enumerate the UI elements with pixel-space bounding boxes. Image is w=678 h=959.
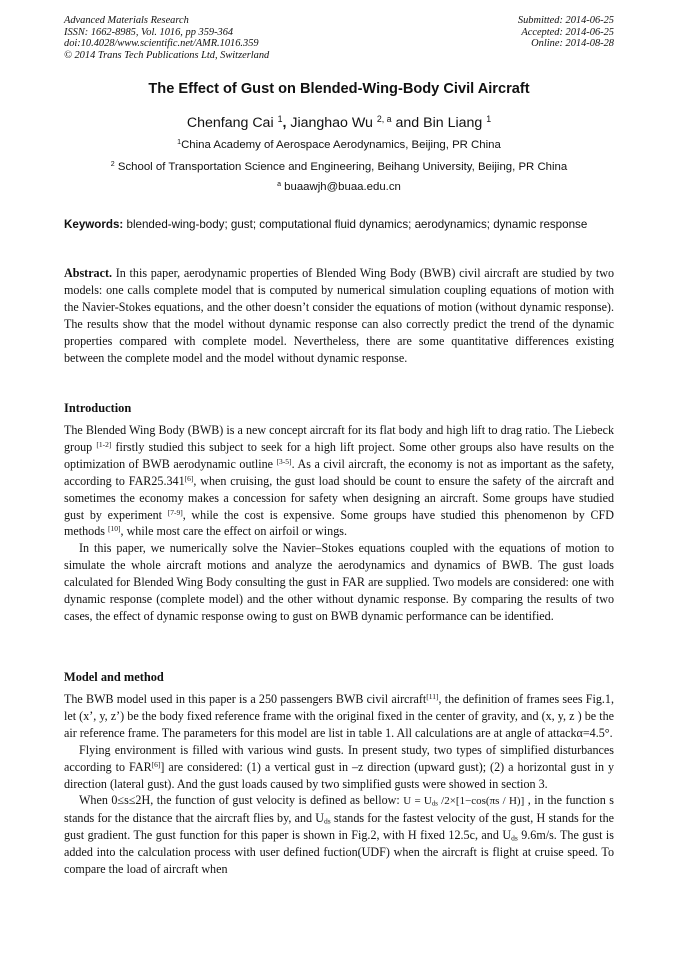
citation: [6]	[184, 473, 194, 483]
author-separator: ,	[282, 115, 291, 131]
gust-velocity-formula	[403, 795, 524, 807]
text-run: . As a civil aircraft, the economy is not as important as the safety, according to FAR25.341	[64, 456, 615, 488]
journal-name: Advanced Materials Research	[64, 15, 189, 26]
accepted-date: Accepted: 2014-06-25	[521, 26, 614, 38]
citation: [7-9]	[167, 507, 183, 517]
section-heading-model: Model and method	[64, 670, 164, 684]
citation: [3-5]	[276, 456, 292, 466]
author-email: buaawjh@buaa.edu.cn	[281, 181, 401, 193]
subscript: ds	[511, 833, 518, 843]
keywords-text: blended-wing-body; gust; computational fluid dynamics; aerodynamics; dynamic response	[123, 218, 588, 231]
abstract-label: Abstract.	[64, 266, 113, 280]
paragraph	[64, 792, 614, 878]
author-name: Jianghao Wu	[290, 115, 373, 131]
affiliation-mark: 1	[177, 139, 182, 147]
keywords	[64, 218, 614, 232]
author-affil-mark: 2, a	[376, 114, 392, 125]
author-list	[0, 115, 678, 131]
online-date: Online: 2014-08-28	[531, 38, 614, 50]
author-affil-mark: 1	[486, 114, 492, 125]
copyright-line: © 2014 Trans Tech Publications Ltd, Switzerland	[64, 49, 270, 61]
paper-title: The Effect of Gust on Blended-Wing-Body Civil Aircraft	[148, 81, 530, 97]
email-line	[0, 181, 678, 193]
paragraph	[64, 742, 614, 793]
introduction-body	[64, 422, 614, 625]
affiliation-2	[0, 161, 678, 173]
text-run: The Blended Wing Body (BWB) is a new concept aircraft for its flat body and high lift to drag ratio. The Liebeck group	[64, 423, 614, 454]
author-name: Bin Liang	[423, 115, 483, 131]
citation: [11]	[426, 691, 439, 701]
text-run: stands for the fastest velocity of the gust, H stands for the gust gradient. The gust function for this paper is shown in Fig.2, with H fixed 12.5c, and U	[64, 811, 614, 843]
text-run: When 0≤s≤2H, the function of gust velocity is defined as bellow:	[79, 793, 404, 808]
affiliation-mark: 2	[110, 161, 115, 169]
text-run: 9.6m/s. The gust is added into the calculation process with user defined fuction(UDF) when the aircraft is flight at cruise speed. To compare the load of aircraft when	[64, 828, 614, 877]
submitted-date: Submitted: 2014-06-25	[517, 15, 614, 26]
formula-subscript: ds	[431, 800, 438, 808]
text-run: , when cruising, the gust load should be count to ensure the safety of the aircraft and sometimes the economy makes a concession for safety when designing an aircraft. Some groups have studied gust by experiment	[64, 473, 614, 522]
text-run: ] are considered: (1) a vertical gust in –z direction (upward gust); (2) a horizontal gust in y direction (lateral gust). And the gust loads caused by two simplified gusts were showed in section 3.	[64, 759, 614, 791]
model-body	[64, 691, 614, 878]
text-run: , the definition of frames sees Fig.1, let (x’, y, z’) be the body fixed reference frame with the original fixed in the center of gravity, and (x, y, z ) be the air reference frame. The parameters for this model are list in table 1. All calculations are at angle of attackα=4.5°.	[64, 692, 614, 740]
text-run: Flying environment is filled with various wind gusts. In present study, two types of simplified disturbances according to FAR	[64, 742, 614, 774]
journal-info	[64, 15, 269, 61]
subscript: ds	[323, 816, 331, 826]
paragraph	[64, 691, 614, 742]
text-run: , while the cost is expensive. Some groups have studied this phenomenon by CFD methods	[64, 507, 614, 539]
issn-line: ISSN: 1662-8985, Vol. 1016, pp 359-364	[64, 26, 234, 38]
dates-info	[518, 15, 614, 50]
citation: [10]	[108, 524, 121, 534]
author-name: Chenfang Cai	[186, 115, 274, 131]
author-separator: and	[391, 115, 424, 131]
keywords-label: Keywords:	[64, 218, 124, 231]
text-run: , in the function s stands for the distance that the aircraft flies by, and U	[64, 793, 614, 826]
affiliation-text: School of Transportation Science and Engineering, Beihang University, Beijing, PR China	[114, 161, 568, 173]
affiliation-text: China Academy of Aerospace Aerodynamics, Beijing, PR China	[181, 139, 501, 151]
paragraph: In this paper, we numerically solve the Navier–Stokes equations coupled with the equations of motion to simulate the whole aircraft motions and analyze the aerodynamics and dynamics of BWB. The gust loads calculated for Blended Wing Body consulting the gust in FAR are supplied. Two models are considered: one with dynamic response (complete model) and the other without dynamic response. By comparing the results of two cases, the effect of dynamic response owing to gust on BWB dynamic performance can be identified.	[64, 541, 614, 623]
citation: [6]	[151, 759, 161, 769]
text-run: firstly studied this subject to seek for a high lift project. Some other groups also have results on the optimization of BWB aerodynamic outline	[64, 439, 614, 471]
author-affil-mark: 1	[277, 114, 283, 125]
doi-line: doi:10.4028/www.scientific.net/AMR.1016.359	[64, 38, 259, 50]
abstract	[64, 265, 614, 366]
abstract-text: In this paper, aerodynamic properties of Blended Wing Body (BWB) civil aircraft are studied by two models: one calls complete model that is computed by numerical simulation coupling equations of motion with the Navier-Stokes equations, and the other doesn’t consider the equations of motion (without dynamic response). The results show that the model without dynamic response can also correctly predict the trend of the dynamic properties compared with complete model. Nevertheless, there are some quantitative differences existing between the complete model and the model without dynamic response.	[64, 266, 614, 365]
paragraph	[64, 422, 614, 540]
formula-part: U = U	[403, 795, 432, 808]
citation: [1-2]	[96, 439, 112, 449]
affiliation-1	[0, 139, 678, 151]
text-run: The BWB model used in this paper is a 250 passengers BWB civil aircraft	[64, 692, 427, 706]
affiliation-mark: a	[277, 181, 282, 189]
section-heading-introduction: Introduction	[64, 401, 132, 415]
formula-part: /2×[1−cos(πs / H)]	[437, 795, 525, 808]
text-run: , while most care the effect on airfoil or wings.	[120, 524, 347, 539]
